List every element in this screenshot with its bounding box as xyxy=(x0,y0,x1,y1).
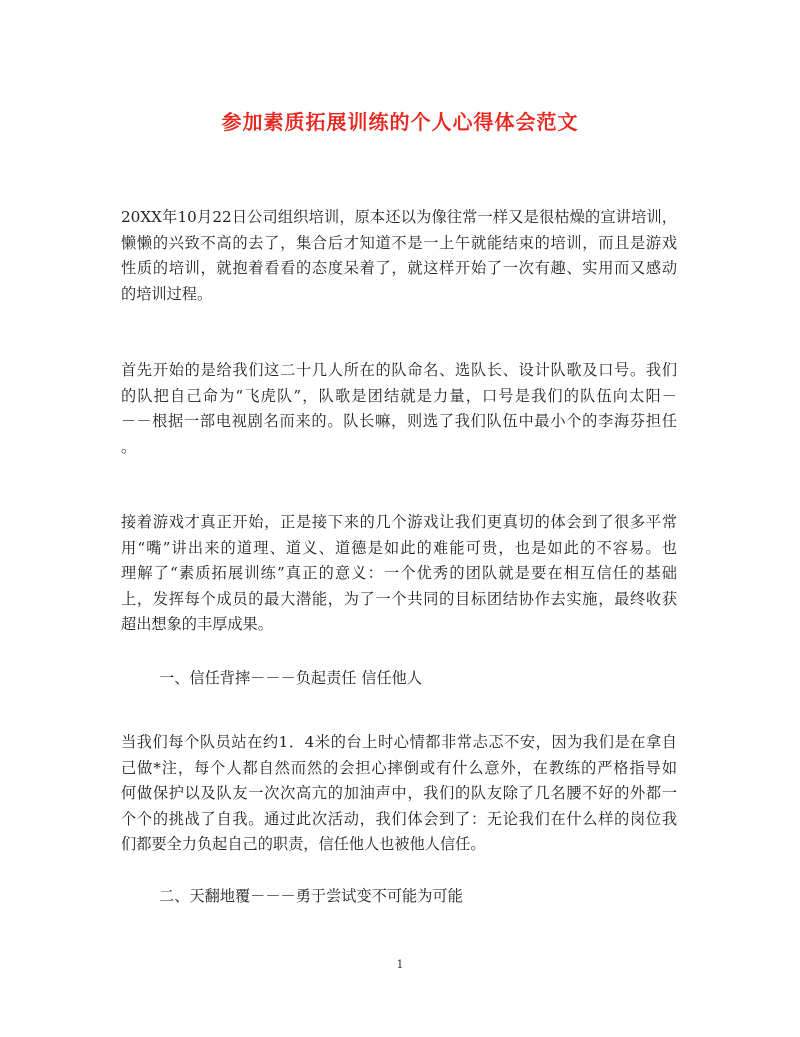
paragraph-3 xyxy=(121,510,677,638)
subheading-1: 一、信任背摔－－－负起责任 信任他人 xyxy=(159,669,423,687)
paragraph-line: 用“嘴”讲出来的道理、道义、道德是如此的难能可贵，也是如此的不容易。也 xyxy=(121,538,677,557)
paragraph-line: 个个的挑战了自我。通过此次活动，我们体会到了：无论我们在什么样的岗位我 xyxy=(121,809,677,828)
subheading-2: 二、天翻地覆－－－勇于尝试变不可能为可能 xyxy=(159,887,463,905)
paragraph-line: 上，发挥每个成员的最大潜能，为了一个共同的目标团结协作去实施，最终收获 xyxy=(121,589,677,608)
paragraph-line: 性质的培训，就抱着看看的态度呆着了，就这样开始了一次有趣、实用而又感动 xyxy=(121,259,677,277)
paragraph-2 xyxy=(121,358,677,460)
document-title: 参加素质拓展训练的个人心得体会范文 xyxy=(221,110,579,134)
page-number: 1 xyxy=(396,958,404,971)
paragraph-4 xyxy=(121,730,677,858)
paragraph-line: 接着游戏才真正开始，正是接下来的几个游戏让我们更真切的体会到了很多平常 xyxy=(121,513,677,531)
paragraph-line: 理解了“素质拓展训练”真正的意义：一个优秀的团队就是要在相互信任的基础 xyxy=(121,564,677,582)
paragraph-line: 己做*注，每个人都自然而然的会担心摔倒或有什么意外，在教练的严格指导如 xyxy=(121,758,677,777)
paragraph-line: 首先开始的是给我们这二十几人所在的队命名、选队长、设计队歌及口号。我们 xyxy=(121,361,677,379)
paragraph-line: 何做保护以及队友一次次高亢的加油声中，我们的队友除了几名腰不好的外都一 xyxy=(121,784,677,802)
paragraph-line: 超出想象的丰厚成果。 xyxy=(121,615,273,633)
paragraph-line: 当我们每个队员站在约1．4米的台上时心情都非常忐忑不安，因为我们是在拿自 xyxy=(121,733,677,751)
paragraph-1 xyxy=(121,205,677,307)
paragraph-line: 们都要全力负起自己的职责，信任他人也被他人信任。 xyxy=(121,835,486,853)
paragraph-line: 。 xyxy=(121,437,137,456)
paragraph-line: 懒懒的兴致不高的去了，集合后才知道不是一上午就能结束的培训，而且是游戏 xyxy=(121,233,677,252)
paragraph-line: －－根据一部电视剧名而来的。队长嘛，则选了我们队伍中最小个的李海芬担任 xyxy=(121,412,677,430)
paragraph-line: 20XX年10月22日公司组织培训，原本还以为像往常一样又是很枯燥的宣讲培训， xyxy=(121,208,677,226)
paragraph-line: 的队把自己命为“飞虎队”，队歌是团结就是力量，口号是我们的队伍向太阳－ xyxy=(121,386,677,405)
paragraph-line: 的培训过程。 xyxy=(121,284,213,303)
